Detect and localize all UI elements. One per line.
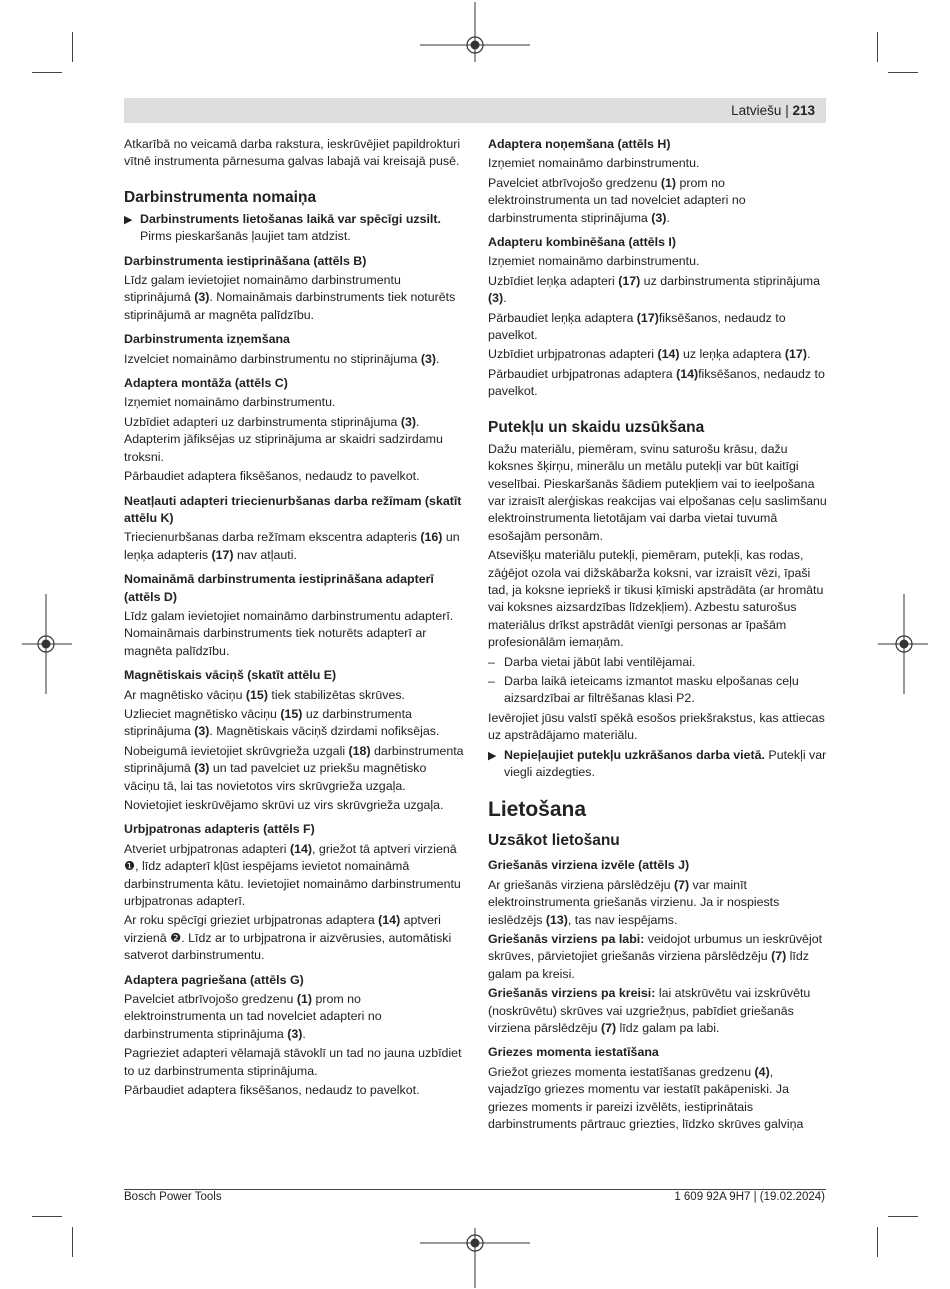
paragraph: Līdz galam ievietojiet nomaināmo darbinstrumentu adapterī. Nomaināmais darbinstruments tiek noturēts adapterī ar magnēta palīdzību. — [124, 608, 454, 658]
paragraph: Ar roku spēcīgi grieziet urbjpatronas adaptera (14) aptveri virzienā ❷. Līdz ar to urbjpatrona ir aizvērusies, automātiski satverot darbinstrumentu. — [124, 913, 452, 963]
paragraph: Uzbīdiet urbjpatronas adapteri (14) uz leņķa adaptera (17). — [488, 347, 811, 362]
subsection-title: Darbinstrumenta iestiprināšana (attēls B) — [124, 253, 367, 268]
paragraph: Izņemiet nomaināmo darbinstrumentu. — [488, 254, 700, 269]
paragraph: Pagrieziet adapteri vēlamajā stāvoklī un tad no jauna uzbīdiet to uz darbinstrumenta stiprinājuma. — [124, 1046, 462, 1078]
subsection-title: Darbinstrumenta izņemšana — [124, 332, 290, 347]
page-number: 213 — [792, 103, 815, 118]
step-one-icon: ❶ — [124, 859, 136, 874]
subsection-title: Adaptera montāža (attēls C) — [124, 376, 288, 391]
paragraph: Ar magnētisko vāciņu (15) tiek stabilizētas skrūves. — [124, 687, 405, 702]
crop-mark — [32, 1216, 62, 1217]
paragraph: Pārbaudiet adaptera fiksēšanos, nedaudz to pavelkot. — [124, 469, 420, 484]
list-item: – Darba laikā ieteicams izmantot masku elpošanas ceļu aizsardzībai ar filtrēšanas klasi P2. — [488, 673, 799, 706]
footer-doc-number: 1 609 92A 9H7 | (19.02.2024) — [674, 1191, 825, 1203]
crop-mark — [877, 32, 878, 62]
paragraph: Izņemiet nomaināmo darbinstrumentu. — [488, 156, 700, 171]
subsection-title: Nomaināmā darbinstrumenta iestiprināšana adapterī (attēls D) — [124, 572, 434, 604]
registration-mark-icon — [420, 2, 530, 62]
crop-mark — [877, 1227, 878, 1257]
chapter-title: Lietošana — [488, 798, 587, 822]
paragraph: Pavelciet atbrīvojošo gredzenu (1) prom no elektroinstrumenta un tad novelciet adapteri no darbinstrumenta stiprinājuma (3). — [488, 175, 746, 225]
step-two-icon: ❷ — [170, 930, 182, 945]
subsection-title: Adaptera noņemšana (attēls H) — [488, 137, 671, 151]
paragraph: Pārbaudiet adaptera fiksēšanos, nedaudz to pavelkot. — [124, 1083, 420, 1098]
paragraph: Dažu materiālu, piemēram, svinu saturošu krāsu, dažu koksnes šķirņu, minerālu un metālu putekļi var būt kaitīgi veselībai. Pieskaršanās šādiem putekļiem vai to ieelpošana var izraisīt alerģiskas reakcijas vai elpošanas ceļu saslimšanu elektroinstrumenta lietotājam vai darba vietai tuvumā esošajām personām. — [488, 441, 827, 543]
header-bar — [124, 98, 826, 123]
crop-mark — [72, 1227, 73, 1257]
header-separator: | — [785, 103, 789, 118]
subsection-title: Adaptera pagriešana (attēls G) — [124, 972, 304, 987]
left-column — [124, 136, 464, 1102]
section-title: Putekļu un skaidu uzsūkšana — [488, 418, 705, 436]
warning-item: ▶ Nepieļaujiet putekļu uzkrāšanos darba vietā. Putekļi var viegli aizdegties. — [488, 747, 827, 779]
dash-bullet-icon: – — [488, 654, 495, 669]
paragraph: Pārbaudiet leņķa adaptera (17)fiksēšanos, nedaudz to pavelkot. — [488, 310, 786, 343]
paragraph: Uzbīdiet leņķa adapteri (17) uz darbinstrumenta stiprinājuma (3). — [488, 273, 820, 306]
footer-rule — [124, 1189, 826, 1190]
warning-item: ▶ Darbinstruments lietošanas laikā var spēcīgi uzsilt. Pirms pieskaršanās ļaujiet tam atdzist. — [124, 211, 441, 244]
intro-paragraph: Atkarībā no veicamā darba rakstura, ieskrūvējiet papildrokturi vītnē instrumenta pārnesuma galvas labajā vai kreisajā pusē. — [124, 137, 461, 169]
registration-mark-icon — [22, 594, 72, 694]
paragraph: Uzbīdiet adapteri uz darbinstrumenta stiprinājuma (3). Adapterim jāfiksējas uz stiprinājuma ar skaidri sadzirdamu troksni. — [124, 414, 443, 464]
paragraph: Pārbaudiet urbjpatronas adaptera (14)fiksēšanos, nedaudz to pavelkot. — [488, 366, 825, 399]
subsection-title: Neatļauti adapteri triecienurbšanas darba režīmam (skatīt attēlu K) — [124, 493, 462, 525]
dash-bullet-icon: – — [488, 673, 495, 688]
running-header — [731, 102, 815, 120]
paragraph: Ievērojiet jūsu valstī spēkā esošos priekšrakstus, kas attiecas uz apstrādājamo materiālu. — [488, 710, 825, 743]
subsection-title: Adapteru kombinēšana (attēls I) — [488, 235, 676, 250]
section-title: Uzsākot lietošanu — [488, 832, 620, 850]
paragraph: Griešanās virziens pa labi: veidojot urbumus un ieskrūvējot skrūves, pārvietojiet griešanās virziena pārslēdzēju (7) līdz galam pa kreisi. — [488, 932, 823, 981]
paragraph: Griežot griezes momenta iestatīšanas gredzenu (4), vajadzīgo griezes momentu var iestatīt pakāpeniski. Ja griezes moments ir pareizi izvēlēts, iestiprinātais darbinstruments pārtrauc griezties, līdzko skrūves galviņa — [488, 1064, 804, 1132]
paragraph: Izņemiet nomaināmo darbinstrumentu. — [124, 395, 336, 410]
subsection-title: Urbjpatronas adapteris (attēls F) — [124, 822, 315, 837]
subsection-title: Griešanās virziena izvēle (attēls J) — [488, 858, 690, 873]
paragraph: Atsevišķu materiālu putekļi, piemēram, putekļi, kas rodas, zāģējot ozola vai dižskābarža koksni, var izraisīt vēzi, īpaši tad, ja koksne iepriekš ir tikusi ķīmiski apstrādāta (ar hromātu vai koksnes aizsardzības līdzekļiem). Azbestu saturošus materiālus drīkst apstrādāt vienīgi personas ar īpašām profesionālām iemaņām. — [488, 548, 824, 650]
paragraph: Atveriet urbjpatronas adapteri (14), griežot tā aptveri virzienā ❶, līdz adapterī kļūst iespējams ievietot nomaināmā darbinstrumenta kātu. Ievietojiet nomaināmo darbinstrumentu urbjpatronas adapterī. — [124, 841, 461, 909]
registration-mark-icon — [878, 594, 928, 694]
crop-mark — [888, 72, 918, 73]
header-language: Latviešu — [731, 103, 782, 118]
paragraph: Uzlieciet magnētisko vāciņu (15) uz darbinstrumenta stiprinājuma (3). Magnētiskais vāciņš dzirdami nofiksējas. — [124, 706, 440, 739]
right-column — [488, 136, 828, 1136]
warning-triangle-icon: ▶ — [488, 749, 497, 762]
footer-brand: Bosch Power Tools — [124, 1191, 222, 1203]
subsection-title: Griezes momenta iestatīšana — [488, 1045, 659, 1060]
paragraph: Novietojiet ieskrūvējamo skrūvi uz virs skrūvgrieža uzgaļa. — [124, 798, 444, 812]
paragraph: Pavelciet atbrīvojošo gredzenu (1) prom no elektroinstrumenta un tad novelciet adapteri no darbinstrumenta stiprinājuma (3). — [124, 992, 382, 1041]
subsection-title: Magnētiskais vāciņš (skatīt attēlu E) — [124, 668, 337, 683]
registration-mark-icon — [420, 1228, 530, 1288]
crop-mark — [888, 1216, 918, 1217]
list-item: – Darba vietai jābūt labi ventilējamai. — [488, 654, 828, 671]
paragraph: Līdz galam ievietojiet nomaināmo darbinstrumentu stiprinājumā (3). Nomaināmais darbinstruments tiek noturēts stiprinājumā ar magnēta palīdzību. — [124, 273, 456, 322]
paragraph: Nobeigumā ievietojiet skrūvgrieža uzgali (18) darbinstrumenta stiprinājumā (3) un tad pavelciet uz priekšu magnētisko vāciņu tā, lai tas novietotos virs skrūvgrieža uzgaļa. — [124, 743, 464, 793]
warning-triangle-icon: ▶ — [124, 213, 133, 226]
crop-mark — [72, 32, 73, 62]
paragraph: Ar griešanās virziena pārslēdzēju (7) var mainīt elektroinstrumenta griešanās virzienu. Ja ir nospiests ieslēdzējs (13), tas nav iespējams. — [488, 877, 780, 927]
paragraph: Triecienurbšanas darba režīmam ekscentra adapteris (16) un leņķa adapteris (17) nav atļauti. — [124, 530, 460, 562]
paragraph: Izvelciet nomaināmo darbinstrumentu no stiprinājuma (3). — [124, 351, 440, 366]
crop-mark — [32, 72, 62, 73]
section-title: Darbinstrumenta nomaiņa — [124, 188, 317, 206]
paragraph: Griešanās virziens pa kreisi: lai atskrūvētu vai izskrūvētu (noskrūvētu) skrūves vai uzgriežņus, pabīdiet griešanās virziena pārslēdzēju (7) līdz galam pa labi. — [488, 986, 811, 1036]
